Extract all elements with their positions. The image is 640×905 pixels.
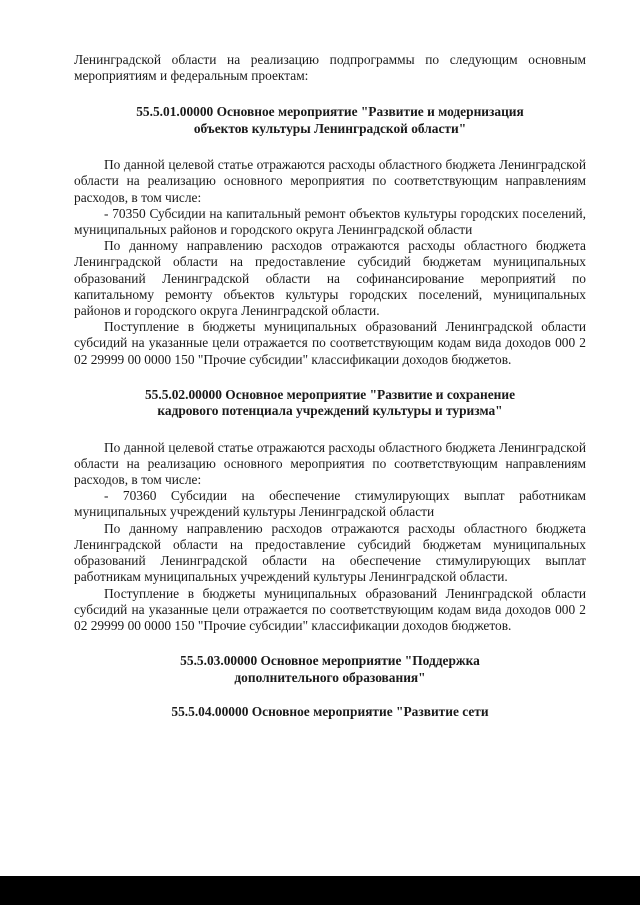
- section-paragraph: По данному направлению расходов отражаются расходы областного бюджета Ленинградской области на предоставление субсидий бюджетам муниципальных образований Ленинградской области на софинансирование мероприятий по капитальному ремонту объектов культуры городских поселений, муниципальных районов и городского округа Ленинградской области.: [74, 238, 586, 319]
- section-paragraph: По данной целевой статье отражаются расходы областного бюджета Ленинградской области на реализацию основного мероприятия по соответствующим направлениям расходов, в том числе:: [74, 439, 586, 488]
- section-paragraph: По данной целевой статье отражаются расходы областного бюджета Ленинградской области на реализацию основного мероприятия по соответствующим направлениям расходов, в том числе:: [74, 157, 586, 205]
- section-heading-line: кадрового потенциала учреждений культуры и туризма": [157, 403, 503, 419]
- intro-paragraph: Ленинградской области на реализацию подпрограммы по следующим основным мероприятиям и федеральным проектам:: [74, 52, 586, 84]
- spacer: [74, 368, 586, 387]
- section-heading-line: дополнительного образования": [234, 669, 426, 685]
- document-page: [74, 52, 586, 720]
- section-55-5-02: [74, 387, 586, 634]
- section-paragraph: Поступление в бюджеты муниципальных образований Ленинградской области субсидий на указанные цели отражается по соответствующим кодам вида доходов 000 2 02 29999 00 0000 150 "Прочие субсидии" классификации доходов бюджетов.: [74, 585, 586, 633]
- section-heading-line: 55.5.02.00000 Основное мероприятие "Развитие и сохранение: [144, 386, 516, 402]
- scan-border: [0, 876, 640, 905]
- section-heading-55-5-04: [74, 704, 586, 720]
- section-heading: [74, 104, 586, 137]
- section-heading-line: 55.5.01.00000 Основное мероприятие "Развитие и модернизация: [136, 104, 524, 120]
- spacer: [74, 420, 586, 440]
- section-paragraph: Поступление в бюджеты муниципальных образований Ленинградской области субсидий на указанные цели отражается по соответствующим кодам вида доходов 000 2 02 29999 00 0000 150 "Прочие субсидии" классификации доходов бюджетов.: [74, 319, 586, 367]
- section-heading-line: объектов культуры Ленинградской области": [193, 120, 467, 136]
- section-55-5-01: [74, 104, 586, 367]
- spacer: [74, 84, 586, 104]
- spacer: [74, 634, 586, 653]
- section-heading-line: 55.5.03.00000 Основное мероприятие "Поддержка: [180, 653, 480, 669]
- spacer: [74, 137, 586, 157]
- section-heading-55-5-03: [74, 653, 586, 686]
- section-list-item: - 70350 Субсидии на капитальный ремонт объектов культуры городских поселений, муниципальных районов и городского округа Ленинградской области: [74, 205, 586, 238]
- section-heading-line: 55.5.04.00000 Основное мероприятие "Развитие сети: [171, 703, 489, 719]
- section-list-item: - 70360 Субсидии на обеспечение стимулирующих выплат работникам муниципальных учреждений культуры Ленинградской области: [74, 488, 586, 520]
- spacer: [74, 686, 586, 704]
- section-heading: [74, 387, 586, 420]
- section-paragraph: По данному направлению расходов отражаются расходы областного бюджета Ленинградской области на предоставление субсидий бюджетам муниципальных образований Ленинградской области на обеспечение стимулирующих выплат работникам муниципальных учреждений культуры Ленинградской области.: [74, 520, 586, 585]
